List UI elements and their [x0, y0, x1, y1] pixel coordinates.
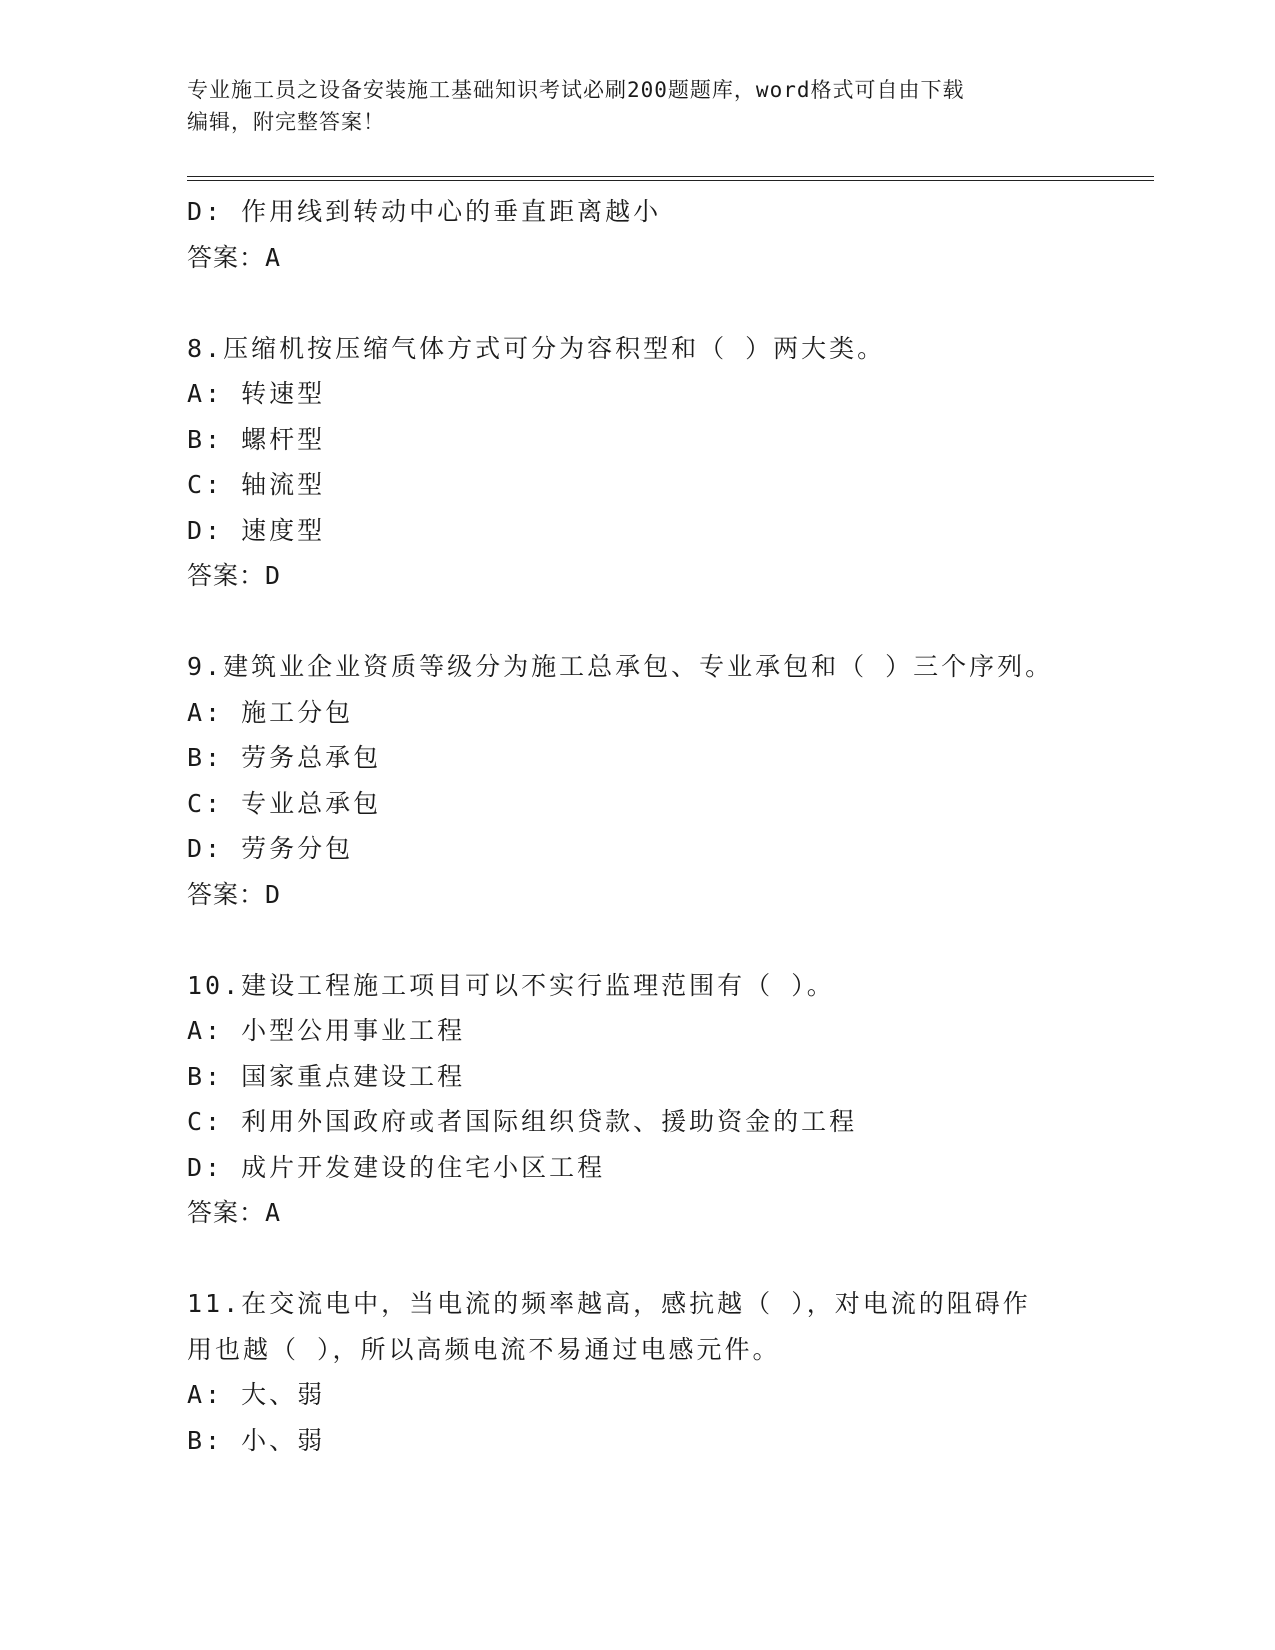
option-b: B: 小、弱 — [187, 1425, 326, 1455]
header-title-line-1: 专业施工员之设备安装施工基础知识考试必刷200题题库，word格式可自由下载 — [187, 78, 965, 102]
option-a: A: 小型公用事业工程 — [187, 1016, 466, 1045]
answer — [187, 872, 1087, 918]
option-a: A: 大、弱 — [187, 1380, 326, 1409]
answer-value: A — [265, 1198, 282, 1227]
question-11 — [187, 1281, 1087, 1463]
answer-label: 答案： — [187, 1198, 266, 1227]
answer — [187, 235, 1087, 281]
answer-value: D — [265, 879, 282, 909]
header-divider — [187, 176, 1154, 181]
option-c: C: 轴流型 — [187, 470, 326, 499]
option-b: B: 螺杆型 — [187, 424, 326, 454]
question-8 — [187, 326, 1087, 599]
spacer — [187, 1236, 1087, 1282]
question-10 — [187, 963, 1087, 1236]
answer-label: 答案： — [187, 879, 266, 909]
document-header — [187, 74, 1087, 138]
option-d: D: 速度型 — [187, 515, 326, 545]
option-d: D: 成片开发建设的住宅小区工程 — [187, 1152, 606, 1182]
spacer — [187, 917, 1087, 963]
question-9 — [187, 644, 1087, 917]
header-title-line-2: 编辑，附完整答案！ — [187, 110, 385, 134]
question-stem: 8.压缩机按压缩气体方式可分为容积型和（ ）两大类。 — [187, 333, 886, 363]
question-fragment — [187, 189, 1087, 280]
option-c: C: 专业总承包 — [187, 788, 382, 818]
answer-value: A — [265, 242, 282, 272]
option-b: B: 国家重点建设工程 — [187, 1061, 466, 1091]
question-stem: 9.建筑业企业资质等级分为施工总承包、专业承包和（ ）三个序列。 — [187, 652, 1054, 681]
question-stem-line-2: 用也越（ ），所以高频电流不易通过电感元件。 — [187, 1334, 781, 1364]
question-stem: 10.建设工程施工项目可以不实行监理范围有（ ）。 — [187, 970, 835, 1000]
option-b: B: 劳务总承包 — [187, 743, 382, 772]
answer-label: 答案： — [187, 242, 266, 272]
answer-value: D — [265, 561, 282, 590]
question-stem-line-1: 11.在交流电中，当电流的频率越高，感抗越（ ），对电流的阻碍作 — [187, 1289, 1031, 1318]
option-c: C: 利用外国政府或者国际组织贷款、援助资金的工程 — [187, 1107, 858, 1136]
option-d: D: 劳务分包 — [187, 834, 354, 863]
option-d: D: 作用线到转动中心的垂直距离越小 — [187, 197, 662, 226]
option-a: A: 转速型 — [187, 379, 326, 408]
spacer — [187, 599, 1087, 645]
question-list — [187, 189, 1087, 1463]
answer — [187, 553, 1087, 599]
answer — [187, 1190, 1087, 1236]
spacer — [187, 280, 1087, 326]
answer-label: 答案： — [187, 561, 266, 590]
option-a: A: 施工分包 — [187, 697, 354, 727]
